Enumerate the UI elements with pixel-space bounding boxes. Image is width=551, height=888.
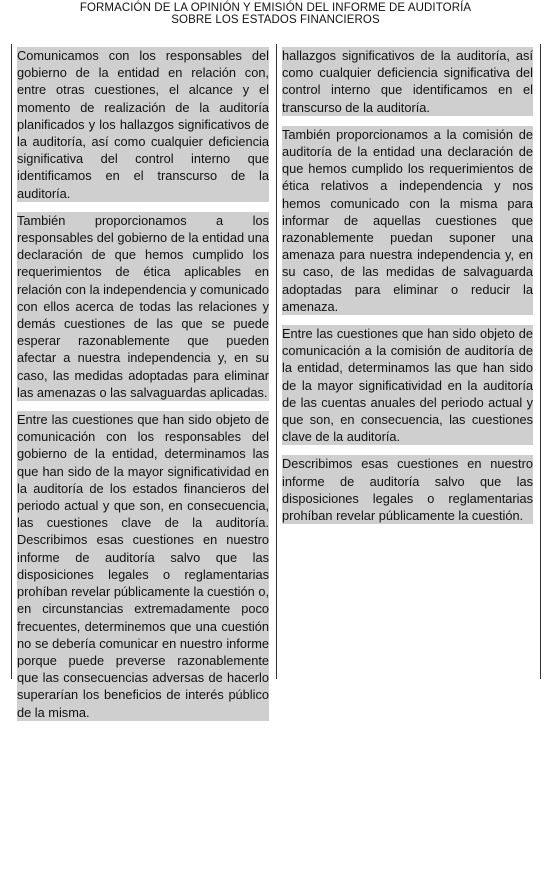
right-paragraph-4: Describimos esas cuestiones en nuestro informe de auditoría salvo que las disposiciones legales o reglamentarias prohíban revelar públicamente la cuestión. [282, 456, 533, 524]
right-paragraph-3: Entre las cuestiones que han sido objeto de comunicación a la comisión de auditoría de la entidad, determinamos las que han sido de la mayor significatividad en la auditoría de las cuentas anuales del periodo actual y que son, en consecuencia, las cuestiones clave de la auditoría. [282, 326, 533, 445]
right-paragraph-2: También proporcionamos a la comisión de auditoría de la entidad una declaración de que hemos cumplido los requerimientos de ética relativos a independencia y nos hemos comunicado con la misma para informar de aquellas cuestiones que razonablemente puedan suponer una amenaza para nuestra independencia y, en su caso, de las medidas de salvaguarda adoptadas para eliminar o reducir la amenaza. [282, 126, 533, 314]
right-column [282, 47, 533, 534]
left-column [17, 47, 269, 731]
document-header [0, 2, 551, 26]
column-divider-left [11, 44, 12, 679]
header-line-1: FORMACIÓN DE LA OPINIÓN Y EMISIÓN DEL INFORME DE AUDITORÍA [79, 2, 472, 14]
header-line-2: SOBRE LOS ESTADOS FINANCIEROS [171, 14, 380, 26]
column-divider-right [540, 44, 541, 679]
column-divider-center [276, 44, 277, 679]
right-paragraph-1: hallazgos significativos de la auditoría, así como cualquier deficiencia significativa del control interno que identificamos en el transcurso de la auditoría. [282, 48, 533, 115]
left-paragraph-1: Comunicamos con los responsables del gobierno de la entidad en relación con, entre otras cuestiones, el alcance y el momento de realización de la auditoría planificados y los hallazgos significativos de la auditoría, así como cualquier deficiencia significativa del control interno que identificamos en el transcurso de la auditoría. [17, 48, 269, 201]
left-paragraph-3: Entre las cuestiones que han sido objeto de comunicación con los responsables del gobierno de la entidad, determinamos las que han sido de la mayor significatividad en la auditoría de los estados financieros del periodo actual y que son, en consecuencia, las cuestiones clave de la auditoría. Describimos esas cuestiones en nuestro informe de auditoría salvo que las disposiciones legales o reglamentarias prohíban revelar públicamente la cuestión o, en circunstancias extremadamente poco frecuentes, determinemos que una cuestión no se debería comunicar en nuestro informe porque puede preverse razonablemente que las consecuencias adversas de hacerlo superarían los beneficios de interés público de la misma. [17, 412, 269, 720]
left-paragraph-2: También proporcionamos a los responsables del gobierno de la entidad una declaración de que hemos cumplido los requerimientos de ética aplicables en relación con la independencia y comunicado con ellos acerca de todas las relaciones y demás cuestiones de las que se puede esperar razonablemente que pueden afectar a nuestra independencia y, en su caso, las medidas adoptadas para eliminar las amenazas o las salvaguardas aplicadas. [17, 212, 269, 400]
